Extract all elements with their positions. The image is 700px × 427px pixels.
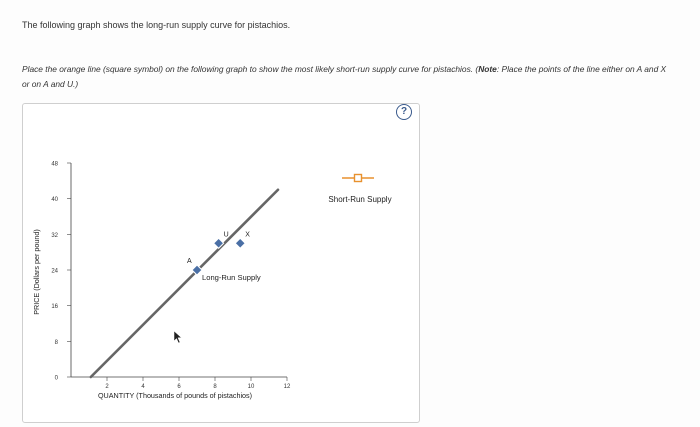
instructions-tail: : Place the points of the line either on A and X or on A and U.) [22, 64, 667, 89]
point-x-label: X [245, 231, 250, 239]
x-tick-label: 6 [177, 384, 181, 390]
legend-short-run-supply-tool[interactable] [320, 168, 400, 214]
long-run-supply-line [91, 190, 278, 377]
x-tick-label: 2 [105, 384, 109, 390]
instructions-note-label: Note [478, 64, 497, 74]
point-a-label: A [187, 258, 192, 265]
x-tick-label: 12 [283, 384, 291, 390]
x-tick-label: 4 [141, 384, 145, 390]
y-tick-label: 24 [51, 268, 58, 275]
y-tick-label: 40 [51, 197, 58, 204]
intro-text: The following graph shows the long-run supply curve for pistachios. [22, 20, 291, 30]
x-axis-title: QUANTITY (Thousands of pounds of pistachios) [97, 391, 253, 400]
instructions-lead: Place the orange line (square symbol) on the following graph to show the most likely short-run supply curve for pistachios. ( [22, 64, 479, 74]
y-axis-title: PRICE (Dollars per pound) [32, 229, 41, 315]
point-x-marker[interactable] [235, 238, 245, 248]
y-tick-label: 0 [54, 375, 58, 382]
short-run-supply-legend-icon[interactable] [320, 168, 400, 194]
y-tick-label: 8 [54, 339, 58, 346]
point-u-label: U [223, 231, 229, 239]
x-tick-label: 10 [247, 384, 255, 390]
y-tick-label: 32 [51, 232, 58, 239]
x-tick-label: 8 [213, 384, 217, 390]
y-tick-label: 48 [51, 161, 58, 168]
y-tick-label: 16 [51, 304, 58, 311]
long-run-supply-label: Long-Run Supply [202, 273, 261, 282]
legend-label: Short-Run Supply [328, 195, 392, 204]
mouse-pointer-icon [174, 331, 182, 343]
help-button[interactable]: ? [396, 104, 412, 120]
